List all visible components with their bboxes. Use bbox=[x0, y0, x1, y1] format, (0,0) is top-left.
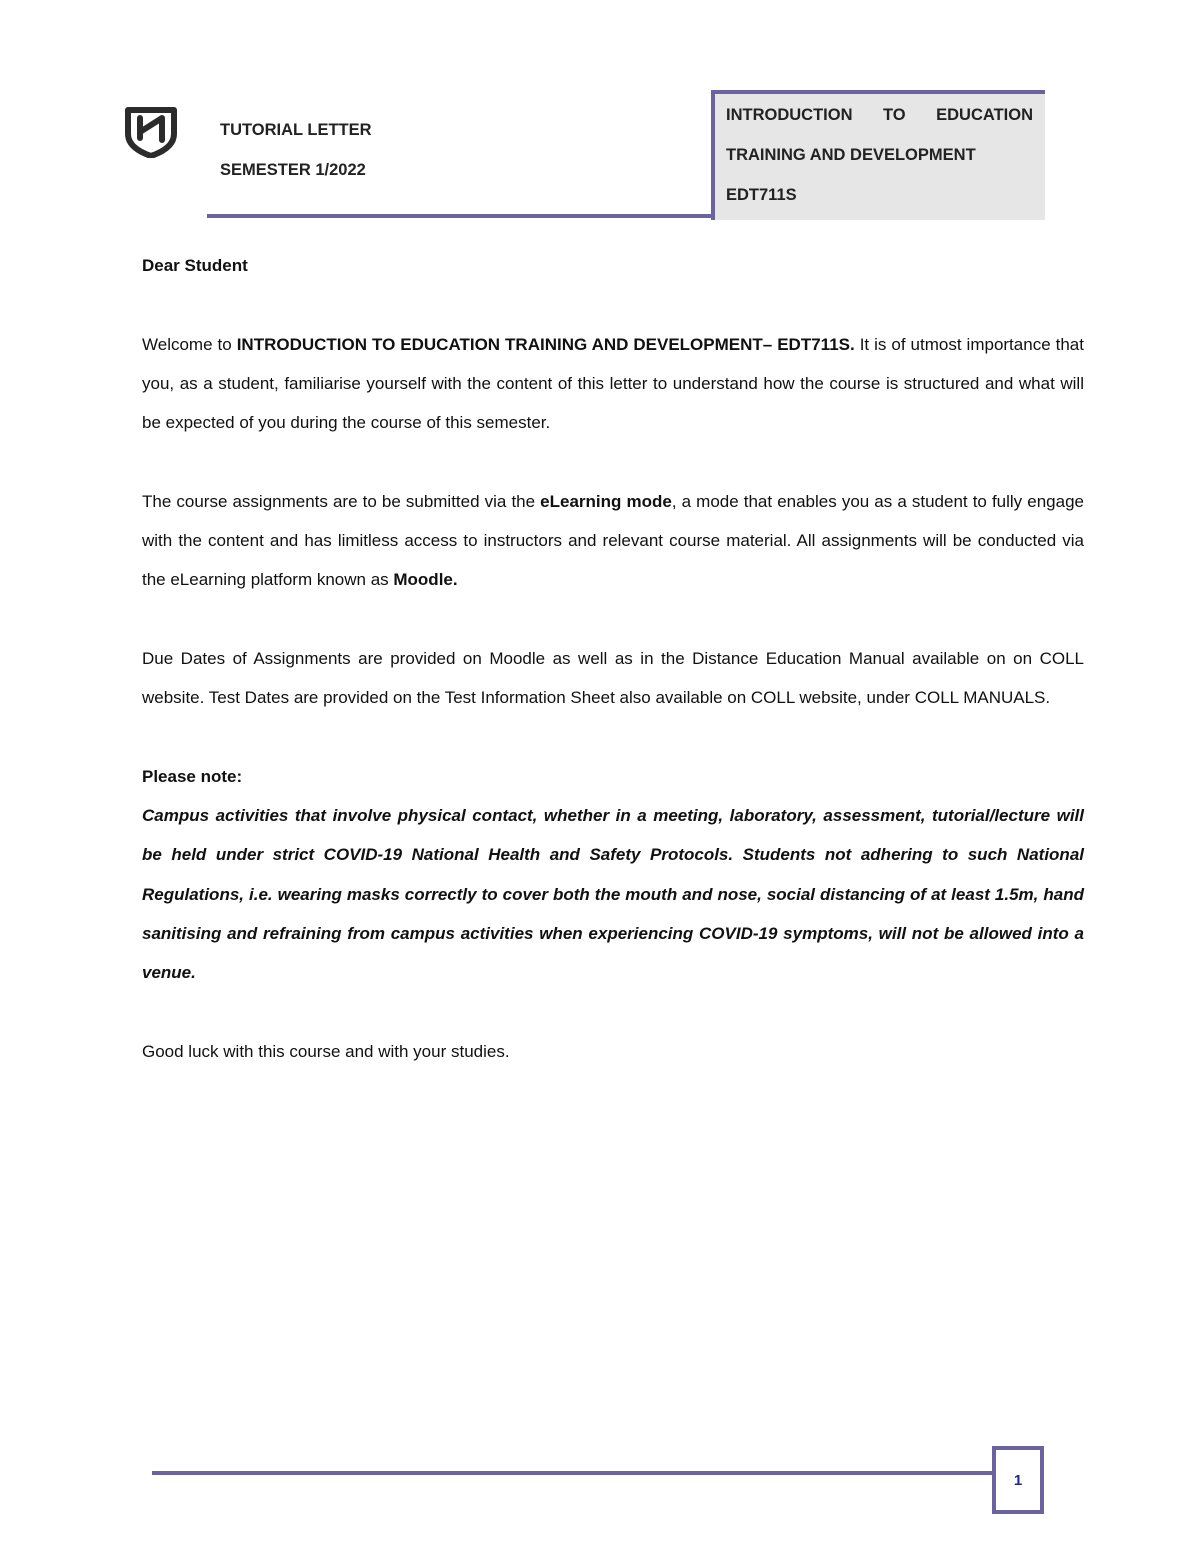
letter-body bbox=[142, 246, 1084, 1071]
header-divider bbox=[207, 214, 715, 218]
p2-mid: , a mode that enables you as a student to fully engage with the content and has limitless access to instructors and relevant course material. All assignments will be conducted via the eLearning platform known as bbox=[142, 491, 1084, 590]
elearning-mode-bold: eLearning mode bbox=[540, 491, 672, 511]
page-number: 1 bbox=[1013, 1471, 1023, 1489]
course-title-box bbox=[711, 90, 1045, 220]
welcome-paragraph bbox=[142, 325, 1084, 443]
assignments-paragraph bbox=[142, 482, 1084, 600]
course-code: EDT711S bbox=[726, 186, 797, 204]
footer-divider bbox=[152, 1471, 994, 1475]
note-heading: Please note: bbox=[142, 766, 243, 786]
header-left bbox=[220, 118, 372, 198]
closing-line: Good luck with this course and with your studies. bbox=[142, 1041, 510, 1061]
due-dates-paragraph: Due Dates of Assignments are provided on Moodle as well as in the Distance Education Manual available on on COLL website. Test Dates are provided on the Test Information Sheet also available on COLL website, under COLL MANUALS. bbox=[142, 648, 1084, 708]
page-number-box bbox=[992, 1446, 1044, 1514]
university-logo-icon bbox=[124, 104, 178, 158]
moodle-bold: Moodle. bbox=[393, 570, 458, 590]
tutorial-letter-label: TUTORIAL LETTER bbox=[220, 121, 372, 139]
p2-pre: The course assignments are to be submitted via the bbox=[142, 491, 541, 511]
p1-pre: Welcome to bbox=[142, 334, 237, 354]
course-title-line2: TRAINING AND DEVELOPMENT bbox=[726, 146, 976, 164]
course-title-line1: INTRODUCTION TO EDUCATION bbox=[726, 106, 1033, 124]
p1-post: It is of utmost importance that you, as a student, familiarise yourself with the content of this letter to understand how the course is structured and what will be expected of you during the course of this semester. bbox=[142, 334, 1084, 433]
covid-note: Campus activities that involve physical contact, whether in a meeting, laboratory, assessment, tutorial/lecture will be held under strict COVID-19 National Health and Safety Protocols. Students not adhering to such National Regulations, i.e. wearing masks correctly to cover both the mouth and nose, social distancing of at least 1.5m, hand sanitising and refraining from campus activities when experiencing COVID-19 symptoms, will not be allowed into a venue. bbox=[142, 806, 1084, 983]
salutation: Dear Student bbox=[142, 256, 248, 275]
course-name-bold: INTRODUCTION TO EDUCATION TRAINING AND DEVELOPMENT– EDT711S. bbox=[236, 334, 855, 354]
semester-label: SEMESTER 1/2022 bbox=[220, 161, 366, 179]
